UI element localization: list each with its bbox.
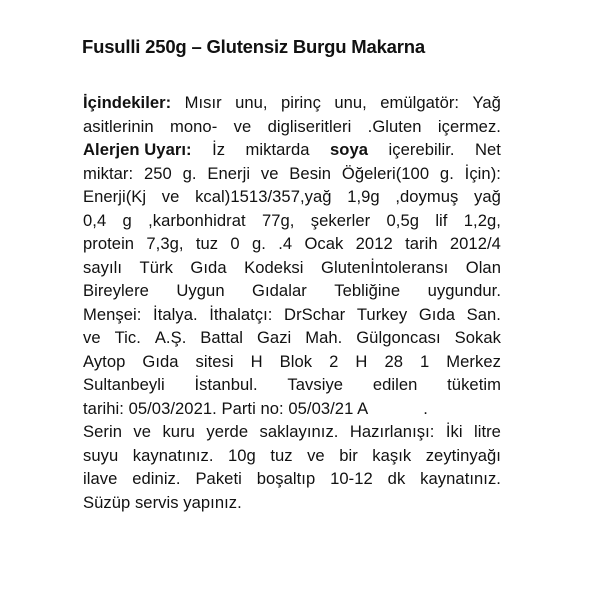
word: 1,2g, — [463, 210, 501, 230]
word: DrSchar — [284, 304, 346, 324]
word: kaşık — [372, 445, 412, 465]
word: 250 — [143, 163, 172, 183]
word: miktar: — [83, 163, 134, 183]
word: miktarda — [245, 140, 310, 159]
word: Paketi — [195, 469, 242, 488]
text-line — [83, 491, 501, 515]
word: Hazırlanışı: — [349, 422, 435, 441]
word: ,karbonhidrat — [148, 210, 246, 230]
text-line — [83, 256, 501, 280]
product-title: Fusulli 250g – Glutensiz Burgu Makarna — [82, 36, 425, 57]
word: 0,4 — [83, 210, 107, 230]
word: Uygun — [176, 281, 225, 300]
word: ve — [260, 163, 279, 183]
word: tarihi: 05/03/2021. Parti no: 05/03/21 A . — [83, 398, 428, 418]
word: unu, — [334, 93, 367, 112]
word: Süzüp servis yapınız. — [83, 492, 242, 512]
text-line — [83, 397, 501, 421]
text-line — [83, 91, 501, 115]
text-line — [83, 185, 501, 209]
word: uygundur. — [427, 281, 501, 300]
word: San. — [466, 304, 501, 324]
word: İtalya. — [153, 304, 198, 324]
word: Öğeleri(100 — [341, 163, 430, 183]
word: .4 — [278, 234, 293, 253]
word: Gıda — [418, 304, 456, 324]
word: digliseritleri — [267, 116, 352, 136]
word: 0,5g — [386, 210, 419, 230]
word: g. — [182, 163, 197, 183]
word: asitlerinin — [83, 116, 154, 136]
bold-word: soya — [330, 140, 369, 159]
word: İki — [445, 422, 463, 441]
word: g. — [439, 163, 454, 183]
word: boşaltıp — [256, 469, 316, 488]
word: 77g, — [261, 210, 295, 230]
word: pirinç — [280, 93, 321, 112]
word: Gülgoncası — [356, 328, 441, 347]
word: sayılı — [83, 257, 123, 277]
text-line — [83, 444, 501, 468]
word: Blok — [279, 351, 313, 371]
word: litre — [473, 422, 501, 441]
word: edilen — [372, 375, 418, 394]
word: Serin — [83, 422, 122, 441]
word: ve — [307, 445, 325, 465]
word: 2012 — [355, 234, 393, 253]
word: lif — [435, 210, 448, 230]
word: 28 — [384, 351, 403, 371]
word: Gıdalar — [252, 281, 307, 300]
word: 7,3g, — [146, 234, 184, 253]
word: Gıda — [190, 257, 227, 277]
text-line — [83, 162, 501, 186]
word: ve — [133, 422, 152, 441]
word: 10-12 — [330, 469, 373, 488]
word: Enerji(Kj — [83, 187, 147, 206]
word: Yağ — [472, 93, 501, 112]
word: 1,9g — [347, 187, 380, 206]
word: mono- — [170, 116, 218, 136]
word: 10g — [228, 445, 256, 465]
text-line — [83, 303, 501, 327]
text-line — [83, 350, 501, 374]
word: sitesi — [195, 351, 234, 371]
word: 1 — [419, 351, 430, 371]
word: İstanbul. — [194, 375, 258, 394]
word: zeytinyağı — [425, 445, 501, 465]
word: 0 — [230, 234, 240, 253]
word: ,doymuş — [395, 187, 459, 206]
text-line — [83, 138, 501, 162]
word: Türk — [139, 257, 173, 277]
word: Olan — [465, 257, 501, 277]
text-line — [83, 420, 501, 444]
word: Mah. — [305, 328, 343, 347]
word: 2012/4 — [449, 234, 501, 253]
word: Enerji — [207, 163, 251, 183]
text-line — [83, 326, 501, 350]
word: g — [122, 210, 132, 230]
word: Kodeksi — [244, 257, 304, 277]
word: kcal)1513/357,yağ — [195, 187, 332, 206]
word: H — [250, 351, 263, 371]
word: kaynatınız. — [132, 445, 214, 465]
word: tarih — [405, 234, 438, 253]
word: içerebilir. — [388, 140, 455, 159]
word: tuz — [195, 234, 219, 253]
word: Glutenİntoleransı — [321, 257, 449, 277]
word: g. — [251, 234, 266, 253]
word: unu, — [235, 93, 268, 112]
text-line — [83, 373, 501, 397]
word: Turkey — [356, 304, 408, 324]
word: Mısır — [184, 93, 222, 112]
word: Besin — [289, 163, 332, 183]
word: Aytop — [83, 351, 126, 371]
word: yerde — [206, 422, 249, 441]
word: ediniz. — [132, 469, 181, 488]
word: Sokak — [454, 328, 501, 347]
word: Bireylere — [83, 281, 149, 300]
word: Tic. — [114, 328, 141, 347]
word: bir — [339, 445, 358, 465]
text-line — [83, 115, 501, 139]
word: yağ — [474, 187, 501, 206]
word: Merkez — [446, 351, 501, 371]
word: İthalatçı: — [209, 304, 273, 324]
text-line — [83, 279, 501, 303]
word: tuz — [270, 445, 293, 465]
word: ilave — [83, 469, 118, 488]
word: Battal — [200, 328, 244, 347]
word: Gazi — [256, 328, 292, 347]
text-line — [83, 232, 501, 256]
word: H — [355, 351, 368, 371]
text-line — [83, 209, 501, 233]
word: 2 — [329, 351, 339, 371]
bold-word: Alerjen Uyarı: — [83, 140, 192, 159]
word: emülgatör: — [380, 93, 460, 112]
bold-word: İçindekiler: — [83, 93, 172, 112]
word: Tavsiye — [287, 375, 344, 394]
word: Tebliğine — [334, 281, 401, 300]
word: İçin): — [464, 163, 501, 183]
word: Ocak — [304, 234, 344, 253]
word: kuru — [162, 422, 195, 441]
word: A.Ş. — [154, 328, 187, 347]
word: İz — [212, 140, 226, 159]
word: ve — [83, 328, 101, 347]
word: suyu — [83, 445, 119, 465]
word: dk — [387, 469, 406, 488]
label-body-text — [83, 91, 501, 514]
word: ve — [233, 116, 252, 136]
text-line — [83, 467, 501, 491]
word: Menşei: — [83, 304, 142, 324]
word: kaynatınız. — [420, 469, 501, 488]
word: saklayınız. — [259, 422, 339, 441]
word: Gıda — [142, 351, 179, 371]
word: protein — [83, 234, 135, 253]
word: içermez. — [437, 116, 501, 136]
word: tüketim — [447, 375, 501, 394]
word: şekerler — [310, 210, 371, 230]
word: Net — [474, 140, 501, 159]
word: Sultanbeyli — [83, 375, 165, 394]
word: .Gluten — [367, 116, 422, 136]
word: ve — [161, 187, 180, 206]
